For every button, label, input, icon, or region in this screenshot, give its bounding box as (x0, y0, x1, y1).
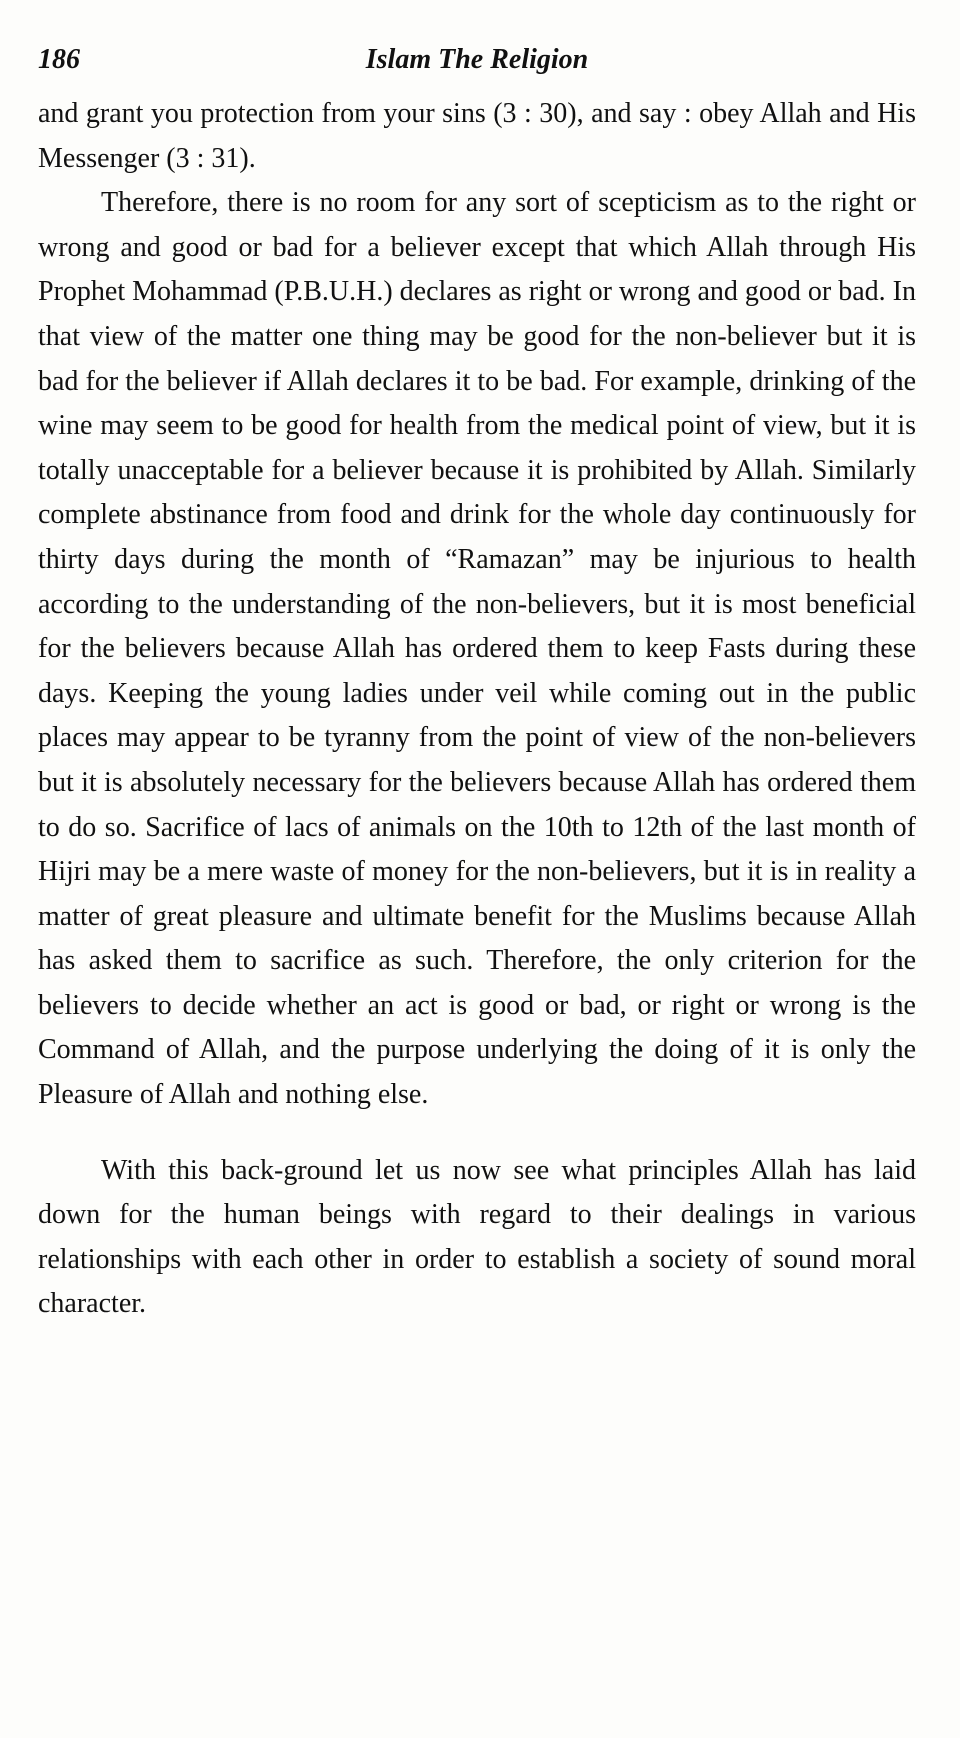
page-header (38, 44, 916, 92)
paragraph-continuation: and grant you protection from your sins (3 : 30), and say : obey Allah and His Messenger (3 : 31). (38, 98, 916, 174)
paragraph-principles: With this back-ground let us now see what principles Allah has laid down for the human beings with regard to their dealings in various relationships with each other in order to establish a society of sound moral character. (38, 1154, 916, 1320)
book-page (38, 44, 916, 1327)
page-body (38, 92, 916, 1327)
page-number: 186 (38, 44, 80, 75)
running-title: Islam The Religion (365, 44, 589, 75)
paragraph-scepticism: Therefore, there is no room for any sort of scepticism as to the right or wrong and good or bad for a believer except that which Allah through His Prophet Mohammad (P.B.U.H.) declares as right or wrong and good or bad. In that view of the matter one thing may be good for the non-believer but it is bad for the believer if Allah declares it to be bad. For example, drinking of the wine may seem to be good for health from the medical point of view, but it is totally unacceptable for a believer because it is prohibited by Allah. Similarly complete abstinance from food and drink for the whole day continuously for thirty days during the month of “Ramazan” may be injurious to health according to the understanding of the non-believers, but it is most beneficial for the believers because Allah has ordered them to keep Fasts during these days. Keeping the young ladies under veil while coming out in the public places may appear to be tyranny from the point of view of the non-believers but it is absolutely necessary for the believers because Allah has ordered them to do so. Sacrifice of lacs of animals on the 10th to 12th of the last month of Hijri may be a mere waste of money for the non-believers, but it is in reality a matter of great pleasure and ultimate benefit for the Muslims because Allah has asked them to sacrifice as such. Therefore, the only criterion for the believers to decide whether an act is good or bad, or right or wrong is the Command of Allah, and the purpose underlying the doing of it is only the Pleasure of Allah and nothing else. (38, 187, 916, 1111)
